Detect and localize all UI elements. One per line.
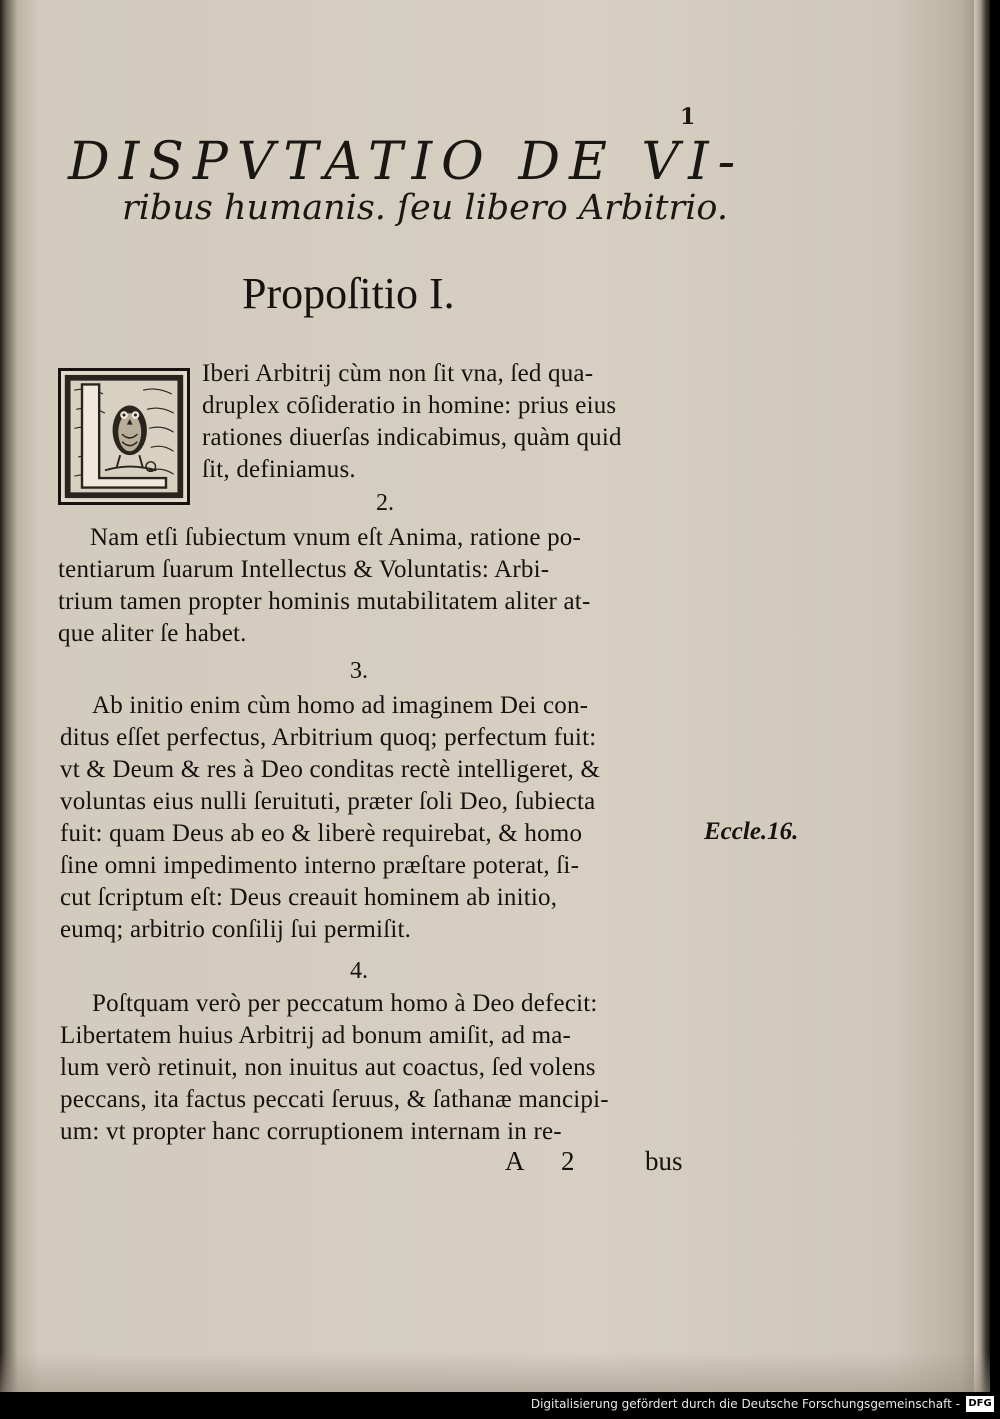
proposition-heading: Propoſitio I. <box>242 269 455 318</box>
section-number: 3. <box>350 658 368 684</box>
folio-mark: 1 <box>680 104 696 130</box>
section-number: 2. <box>376 490 394 516</box>
text-line: fuit: quam Deus ab eo & liberè requirebat, & homo <box>60 820 583 847</box>
text-line: Poſtquam verò per peccatum homo à Deo defecit: <box>92 990 598 1017</box>
signature-mark: A <box>505 1146 525 1176</box>
signature-line <box>505 1146 705 1180</box>
text-line: Libertatem huius Arbitrij ad bonum amiſit, ad ma- <box>60 1022 572 1049</box>
footer-bar <box>0 1392 1000 1419</box>
funding-notice: Digitalisierung gefördert durch die Deutsche Forschungsgemeinschaft - <box>530 1397 960 1411</box>
title-line-1: DISPVTATIO DE VI- <box>68 132 745 192</box>
text-line: peccans, ita factus peccati ſeruus, & ſathanæ mancipi- <box>60 1086 609 1113</box>
text-line: Ab initio enim cùm homo ad imaginem Dei con- <box>92 692 589 719</box>
page-edge <box>974 0 990 1392</box>
text-line: voluntas eius nulli ſeruituti, præter ſoli Deo, ſubiecta <box>60 788 596 815</box>
text-line: druplex cōſideratio in homine: prius eius <box>202 392 617 419</box>
text-line: que aliter ſe habet. <box>58 620 247 647</box>
title-line-2: ribus humanis. ſeu libero Arbitrio. <box>122 188 728 228</box>
text-line: ſine omni impedimento interno præſtare poterat, ſi- <box>60 852 580 879</box>
text-line: vt & Deum & res à Deo conditas rectè intelligeret, & <box>60 756 601 783</box>
page-shadow <box>0 1352 990 1392</box>
catchword: bus <box>645 1146 683 1176</box>
text-line: Nam etſi ſubiectum vnum eſt Anima, ratione po- <box>90 524 582 551</box>
section-number: 4. <box>350 958 368 984</box>
text-line: cut ſcriptum eſt: Deus creauit hominem ab initio, <box>60 884 558 911</box>
text-line: um: vt propter hanc corruptionem internam in re- <box>60 1118 562 1145</box>
signature-number: 2 <box>561 1146 575 1176</box>
decorated-initial-l-icon <box>58 368 190 505</box>
owl-woodcut-icon <box>61 371 187 502</box>
text-line: rationes diuerſas indicabimus, quàm quid <box>202 424 622 451</box>
text-line: lum verò retinuit, non inuitus aut coactus, ſed volens <box>60 1054 596 1081</box>
text-line: tentiarum ſuarum Intellectus & Voluntatis: Arbi- <box>58 556 550 583</box>
text-line: trium tamen propter hominis mutabilitatem aliter at- <box>58 588 591 615</box>
text-line: Iberi Arbitrij cùm non ſit vna, ſed qua- <box>202 360 594 387</box>
marginal-note: Eccle.16. <box>704 818 799 845</box>
text-line: ſit, definiamus. <box>202 456 356 483</box>
text-line: eumq; arbitrio conſilij ſui permiſit. <box>60 916 412 943</box>
text-line: ditus eſſet perfectus, Arbitrium quoq; perfectum fuit: <box>60 724 597 751</box>
dfg-logo-icon: DFG <box>966 1396 994 1412</box>
